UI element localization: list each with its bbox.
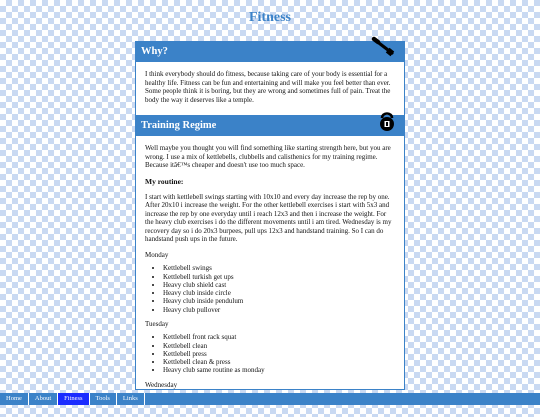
tuesday-list xyxy=(163,333,395,374)
nav-item-fitness[interactable]: Fitness xyxy=(58,393,89,405)
list-item: • Kettlebell clean xyxy=(163,342,395,350)
routine-text: I start with kettlebell swings starting with 10x10 and every day increase the rep by one. After 20x10 i increase the weight. For the other kettlebell exercises i start with 5x3 and increase the rep by one everyday until i reach 12x3 and then i increase the weight. For the heavy club exercises i do the different movements until i am tired. Wednesday is my recovery day so i do 20x3 burpees, pull ups 12x3 and handstand training. So I can do handstand push ups in the future. xyxy=(145,192,392,244)
day-label-monday: Monday xyxy=(145,250,169,259)
why-text: I think everybody should do fitness, because taking care of your body is essential for a healthy life. Fitness can be fun and entertaining and will make you feel better than ever. Some people think it is boring, but they are wrong and sometimes full of pain. Treat the body the way it deserves like a temple. xyxy=(145,70,391,104)
nav-item-about[interactable]: About xyxy=(29,393,58,405)
kettlebell-icon xyxy=(378,111,396,131)
list-item: • Heavy club inside pendulum xyxy=(163,297,395,305)
list-item: • Heavy club inside circle xyxy=(163,289,395,297)
nav-item-tools[interactable]: Tools xyxy=(90,393,117,405)
training-intro: Well maybe you thought you will find something like starting strength here, but you are wrong. I use a mix of kettlebells, clubbells and calisthenics for my training regime. Because itâ€™s cheaper and doesn't use too much space. xyxy=(145,144,391,170)
list-item: • Kettlebell clean & press xyxy=(163,358,395,366)
list-item: • Kettlebell swings xyxy=(163,264,395,272)
list-item: • Heavy club same routine as monday xyxy=(163,366,395,374)
list-item: • Heavy club pullover xyxy=(163,306,395,314)
why-heading: Why? xyxy=(141,46,168,57)
why-header xyxy=(136,42,404,62)
page-title: Fitness xyxy=(249,10,291,25)
monday-list xyxy=(163,264,395,314)
day-label-wednesday: Wednesday xyxy=(145,380,178,389)
list-item: • Kettlebell front rack squat xyxy=(163,333,395,341)
list-item: • Kettlebell press xyxy=(163,350,395,358)
bottom-nav xyxy=(0,393,540,405)
training-heading: Training Regime xyxy=(141,120,217,131)
training-header xyxy=(136,116,404,136)
list-item: • Kettlebell turkish get ups xyxy=(163,273,395,281)
bat-icon xyxy=(372,37,396,57)
day-label-tuesday: Tuesday xyxy=(145,319,169,328)
routine-heading: My routine: xyxy=(145,176,184,186)
list-item: • Heavy club shield cast xyxy=(163,281,395,289)
nav-item-links[interactable]: Links xyxy=(117,393,145,405)
training-card xyxy=(135,115,405,390)
nav-item-home[interactable]: Home xyxy=(0,393,29,405)
